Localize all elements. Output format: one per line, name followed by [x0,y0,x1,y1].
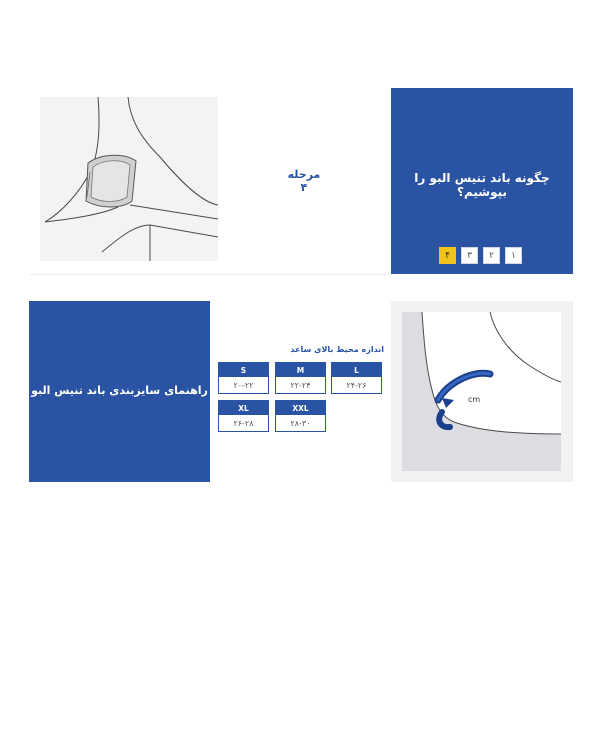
unit-label: cm [468,395,481,404]
how-to-wear-title: چگونه باند تنیس البو را بپوشیم؟ [414,171,550,199]
size-table-caption: اندازه محیط بالای ساعد [290,345,384,354]
measurement-illustration [391,301,573,482]
size-guide-card [29,301,210,482]
size-label: XL [219,401,268,415]
size-cell-m [275,362,326,394]
size-range: ۲۶-۲۸ [233,418,254,428]
size-label: L [332,363,381,377]
size-range: ۲۲-۲۴ [290,380,311,390]
size-range: ۲۰-۲۲ [233,380,254,390]
size-cell-xxl [275,400,326,432]
step-button-2[interactable]: ۲ [483,247,500,264]
size-cell-l [331,362,382,394]
step-button-4[interactable]: ۴ [439,247,456,264]
step-button-1[interactable]: ۱ [505,247,522,264]
size-label: M [276,363,325,377]
size-cell-xl [218,400,269,432]
size-range: ۲۴-۲۶ [346,380,367,390]
how-to-wear-card [391,88,573,274]
size-label: S [219,363,268,377]
section-divider [30,274,392,275]
arm-measurement-image [402,312,561,471]
size-range: ۲۸-۳۰ [290,418,311,428]
size-label: XXL [276,401,325,415]
step-selector [439,247,522,264]
size-guide-title: راهنمای سایزبندی باند تنیس البو [31,384,208,397]
size-cell-s [218,362,269,394]
step-illustration [40,97,218,261]
step-button-3[interactable]: ۳ [461,247,478,264]
elbow-band [86,155,136,207]
measurement-image-frame [402,312,561,471]
elbow-band-worn-image [40,97,218,261]
step-label: مرحله ۴ [287,168,321,194]
